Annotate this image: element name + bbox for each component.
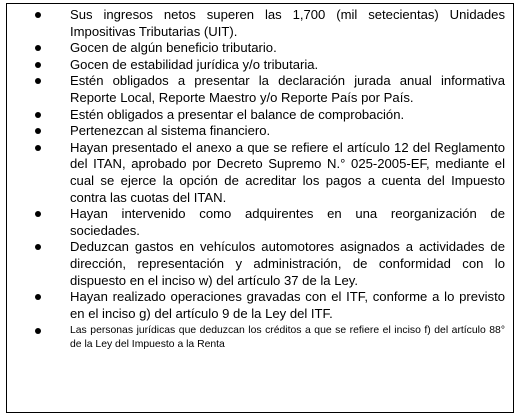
list-item: Hayan intervenido como adquirentes en una reorganización de sociedades. [7,206,505,239]
bullet-icon [35,12,41,18]
bullet-icon [35,244,41,250]
bullet-icon [35,78,41,84]
bullet-icon [35,45,41,51]
requirements-bullet-list [7,4,513,352]
list-item: Sus ingresos netos superen las 1,700 (mil setecientas) Unidades Impositivas Tributarias (UIT). [7,7,505,40]
list-item: Las personas jurídicas que deduzcan los créditos a que se refiere el inciso f) del artículo 88° de la Ley del Impuesto a la Renta [7,322,505,352]
list-item: Estén obligados a presentar la declaración jurada anual informativa Reporte Local, Reporte Maestro y/o Reporte País por País. [7,73,505,106]
list-item: Gocen de algún beneficio tributario. [7,40,505,57]
list-item: Estén obligados a presentar el balance de comprobación. [7,107,505,124]
bordered-list-box [6,3,514,413]
bullet-icon [35,145,41,151]
bullet-icon [35,328,41,334]
bullet-icon [35,128,41,134]
bullet-icon [35,62,41,68]
list-item: Hayan presentado el anexo a que se refiere el artículo 12 del Reglamento del ITAN, aprobado por Decreto Supremo N.° 025-2005-EF, mediante el cual se ejerce la opción de acreditar los pagos a cuenta del Impuesto contra las cuotas del ITAN. [7,140,505,206]
bullet-icon [35,294,41,300]
list-item: Hayan realizado operaciones gravadas con el ITF, conforme a lo previsto en el inciso g) del artículo 9 de la Ley del ITF. [7,289,505,322]
bullet-icon [35,211,41,217]
list-item: Pertenezcan al sistema financiero. [7,123,505,140]
list-item: Deduzcan gastos en vehículos automotores asignados a actividades de dirección, representación y administración, de conformidad con lo dispuesto en el inciso w) del artículo 37 de la Ley. [7,239,505,289]
bullet-icon [35,112,41,118]
list-item: Gocen de estabilidad jurídica y/o tributaria. [7,57,505,74]
